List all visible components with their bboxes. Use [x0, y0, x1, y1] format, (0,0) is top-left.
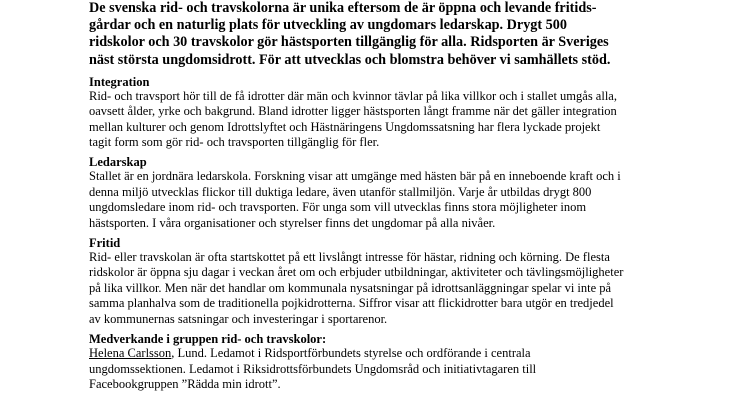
- section-heading-ledarskap: Ledarskap: [89, 155, 147, 170]
- section-heading-fritid: Fritid: [89, 236, 121, 251]
- section-body-ledarskap: [89, 169, 729, 231]
- participant-first-line: , Lund. Ledamot i Ridsportförbundets styrelse och ordförande i centrala: [171, 346, 531, 361]
- body-line: tagit form som gör rid- och travsporten tillgänglig för fler.: [89, 135, 380, 150]
- body-line: denna miljö utvecklas flickor till duktiga ledare, även utanför stallmiljön. Varje år utbildas drygt 800: [89, 184, 592, 199]
- body-line: av kommunernas satsningar och investeringar i sportarenor.: [89, 311, 388, 326]
- intro-line: gårdar och en naturlig plats för utveckling av ungdomars ledarskap. Drygt 500: [89, 17, 567, 34]
- body-line: [89, 346, 729, 361]
- body-line: ungdomssektionen. Ledamot i Riksidrottsförbundets Ungdomsråd och initiativtagaren till: [89, 361, 537, 376]
- body-line: Facebookgruppen ”Rädda min idrott”.: [89, 376, 281, 391]
- body-line: Stallet är en jordnära ledarskola. Forskning visar att umgänge med hästen bär på en inneboende kraft och i: [89, 169, 621, 184]
- body-line: på lika villkor. Men när det handlar om kommunala nysatsningar på idrottsanläggningar spelar vi inte på: [89, 280, 612, 295]
- intro-line: De svenska rid- och travskolorna är unika eftersom de är öppna och levande fritids-: [89, 0, 597, 16]
- body-line: samma planhalva som de traditionella pojkidrotterna. Siffror visar att flickidrotter bara utgör en tredjedel: [89, 296, 614, 311]
- intro-line: näst största ungdomsidrott. För att utvecklas och blomstra behöver vi samhällets stöd.: [89, 51, 611, 68]
- intro-line: ridskolor och 30 travskolor gör hästsporten tillgänglig för alla. Ridsporten är Sveriges: [89, 34, 609, 51]
- body-line: Rid- och travsport hör till de få idrotter där män och kvinnor tävlar på lika villkor och i stallet umgås alla,: [89, 88, 617, 103]
- body-line: ridskolor är öppna sju dagar i veckan året om och erbjuder utbildningar, aktiviteter och tävlingsmöjligheter: [89, 265, 624, 280]
- document-page: [89, 0, 729, 397]
- participants-heading: Medverkande i gruppen rid- och travskolor:: [89, 332, 327, 347]
- section-body-fritid: [89, 250, 729, 327]
- body-line: Rid- eller travskolan är ofta startskottet på ett livslångt intresse för hästar, ridning och körning. De flesta: [89, 250, 610, 265]
- body-line: ungdomsledare inom rid- och travsporten. För unga som vill utvecklas finns stora möjligheter inom: [89, 200, 587, 215]
- section-heading-integration: Integration: [89, 74, 150, 89]
- intro-paragraph: [89, 0, 729, 69]
- body-line: oavsett ålder, yrke och bakgrund. Bland idrotter ligger hästsporten långt framme när det gäller integration: [89, 104, 617, 119]
- body-line: hästsporten. I våra organisationer och styrelser finns det ungdomar på alla nivåer.: [89, 215, 496, 230]
- body-line: mellan kulturer och genom Idrottslyftet och Hästnäringens Ungdomssatsning har flera lyckade projekt: [89, 119, 601, 134]
- participant-name: Helena Carlsson: [89, 346, 172, 361]
- participants-body: [89, 346, 729, 392]
- section-body-integration: [89, 89, 729, 151]
